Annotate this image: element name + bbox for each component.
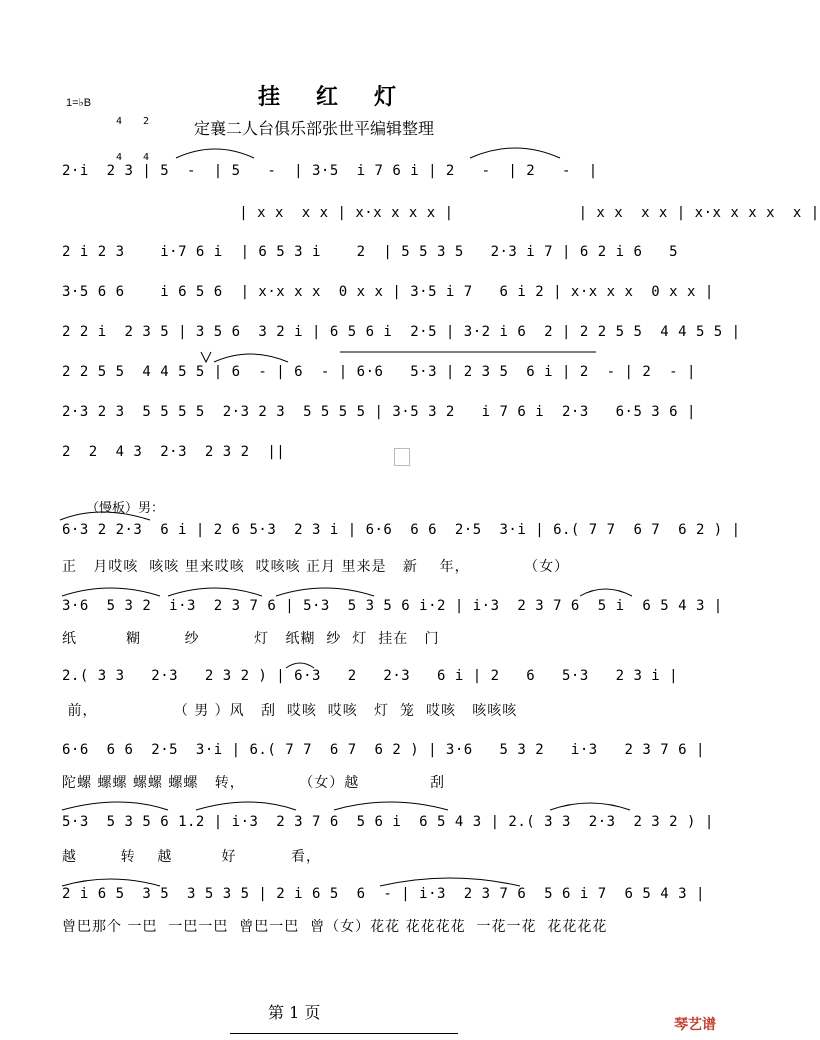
placeholder-box [394,448,410,466]
verse-notes: 2 i 6 5 3 5 3 5 3 5 | 2 i 6 5 6 - | i·3 2 3 7 6 5 6 i 7 6 5 4 3 | [62,886,705,902]
tempo-marking: （慢板）男： [86,501,165,516]
footer-divider [230,1033,458,1034]
verse-notes: 6·6 6 6 2·5 3·i | 6.( 7 7 6 7 6 2 ) | 3·6 5 3 2 i·3 2 3 7 6 | [62,742,705,758]
score-row: 2·3 2 3 5 5 5 5 2·3 2 3 5 5 5 5 | 3·5 3 2 i 7 6 i 2·3 6·5 3 6 | [62,404,696,420]
watermark-logo: 琴艺谱 [674,1017,716,1033]
score-row: 2 2 i 2 3 5 | 3 5 6 3 2 i | 6 5 6 i 2·5 | 3·2 i 6 2 | 2 2 5 5 4 4 5 5 | [62,324,741,340]
verse-notes: 2.( 3 3 2·3 2 3 2 ) | 6·3 2 2·3 6 i | 2 6 5·3 2 3 i | [62,668,679,684]
score-row: 2 2 5 5 4 4 5 5 | 6 - | 6 - | 6·6 5·3 | 2 3 5 6 i | 2 - | 2 - | [62,364,696,380]
score-row: | x x x x | x·x x x x | | x x x x | x·x x x x x | [150,205,820,221]
song-subtitle: 定襄二人台俱乐部张世平编辑整理 [194,119,435,138]
verse-lyrics: 纸 糊 纱 灯 纸糊 纱 灯 挂在 门 [62,631,440,647]
meter-a-bottom: 4 [116,152,123,163]
meter-a-top: 4 [116,116,123,127]
verse-notes: 5·3 5 3 5 6 1.2 | i·3 2 3 7 6 5 6 i 6 5 4 3 | 2.( 3 3 2·3 2 3 2 ) | [62,814,714,830]
meter-b-top: 2 [143,116,150,127]
verse-lyrics: 陀螺 螺螺 螺螺 螺螺 转， （女）越 刮 [62,775,446,791]
verse-notes: 3·6 5 3 2 i·3 2 3 7 6 | 5·3 5 3 5 6 i·2 | i·3 2 3 7 6 5 i 6 5 4 3 | [62,598,723,614]
verse-notes: 6·3 2 2·3 6 i | 2 6 5·3 2 3 i | 6·6 6 6 2·5 3·i | 6.( 7 7 6 7 6 2 ) | [62,522,741,538]
verse-lyrics: 正 月哎咳 咳咳 里来哎咳 哎咳咳 正月 里来是 新 年， （女） [62,559,570,575]
page-number: 第 1 页 [268,1003,321,1022]
verse-lyrics: 越 转 越 好 看， [62,849,321,865]
score-row: 2 i 2 3 i·7 6 i | 6 5 3 i 2 | 5 5 3 5 2·3 i 7 | 6 2 i 6 5 [62,244,679,260]
verse-lyrics: 前， （ 男 ）风 刮 哎咳 哎咳 灯 笼 哎咳 咳咳咳 [62,703,518,719]
song-title: 挂红灯 [258,84,433,110]
score-row: 3·5 6 6 i 6 5 6 | x·x x x 0 x x | 3·5 i 7 6 i 2 | x·x x x 0 x x | [62,284,714,300]
score-row: 2·i 2 3 | 5 - | 5 - | 3·5 i 7 6 i | 2 - | 2 - | [62,163,598,179]
key-signature: 1=♭B [66,97,92,109]
verse-lyrics: 曾巴那个 一巴 一巴一巴 曾巴一巴 曾（女）花花 花花花花 一花一花 花花花花 [62,919,608,935]
score-row: 2 2 4 3 2·3 2 3 2 || [62,444,286,460]
meter-b-bottom: 4 [143,152,150,163]
